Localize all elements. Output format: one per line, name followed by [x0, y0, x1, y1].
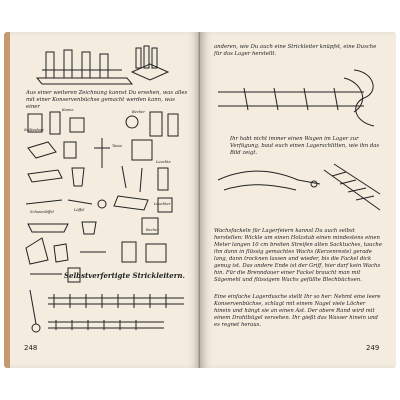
paragraph-4: Eine einfache Lagerdusche stellt Ihr so her: Nehmt eine leere Konservenbüchse, schlagt mit einem Nagel viele Löcher hinein und hängt sie an einen Ast. Der obere Rand wird mit einem Drahtbügel versehen. Ihr gießt das Wasser hinein und es regnet heraus. [214, 294, 381, 328]
open-book [4, 32, 396, 368]
item-label: Leuchter [154, 202, 171, 206]
page-number: 249 [366, 344, 380, 352]
right-page [200, 32, 396, 368]
item-label: Leuchte [156, 160, 171, 164]
item-label: Becher [146, 228, 159, 232]
paragraph-2: Ihr habt nicht immer einen Wagen im Lager zur Verfügung, baut euch einen Lagerschlitten, wie ihn das Bild zeigt. [230, 136, 380, 156]
paragraph-1: anderen, wie Du auch eine Strickleiter knüpfst, eine Dusche für das Lager herstellt. [214, 44, 377, 57]
rope-ladder-illustration [24, 284, 190, 340]
left-page [4, 32, 200, 368]
item-label: Becher [132, 110, 145, 114]
page-edge [4, 32, 10, 368]
intro-text: Aus einer weiteren Zeichnung kannst Du ersehen, was alles mit einer Konservenbüchse gemacht werden kann, was einer [26, 90, 188, 110]
paragraph-3: Wachsfackeln für Lagerfeiern kannst Du auch selbst herstellen: Wickle um einen Holzstab einen mindestens einen Meter langen 10 cm breiten Streifen alten Sacktuches, tauche ihn dann in flüssig gemachtes Wachs (Kerzenreste) gerade lang, dann trocknen lassen und wieder, bis die Fackel dick genug ist. Das andere Ende ist der Griff, hier darf kein Wachs hin. Für die Brenndauer einer Fackel braucht man mit Sägemehl und flüssigem Wachs gefüllte Blechbüchsen. [214, 228, 382, 283]
item-label: Schaumlöffel [30, 210, 54, 214]
sled-illustration [214, 150, 384, 222]
tin-can-crafts-illustration [22, 108, 190, 288]
item-label: Tasse [112, 144, 123, 148]
bottle-rack-illustration [32, 42, 172, 88]
item-label: Kanne [62, 108, 74, 112]
item-label: Löffel [74, 208, 85, 212]
item-label: Seifendose [24, 128, 44, 132]
section-heading: Selbstverfertigte Strickleitern. [64, 271, 185, 280]
ladder-knot-illustration [214, 62, 384, 132]
page-number: 248 [24, 344, 38, 352]
